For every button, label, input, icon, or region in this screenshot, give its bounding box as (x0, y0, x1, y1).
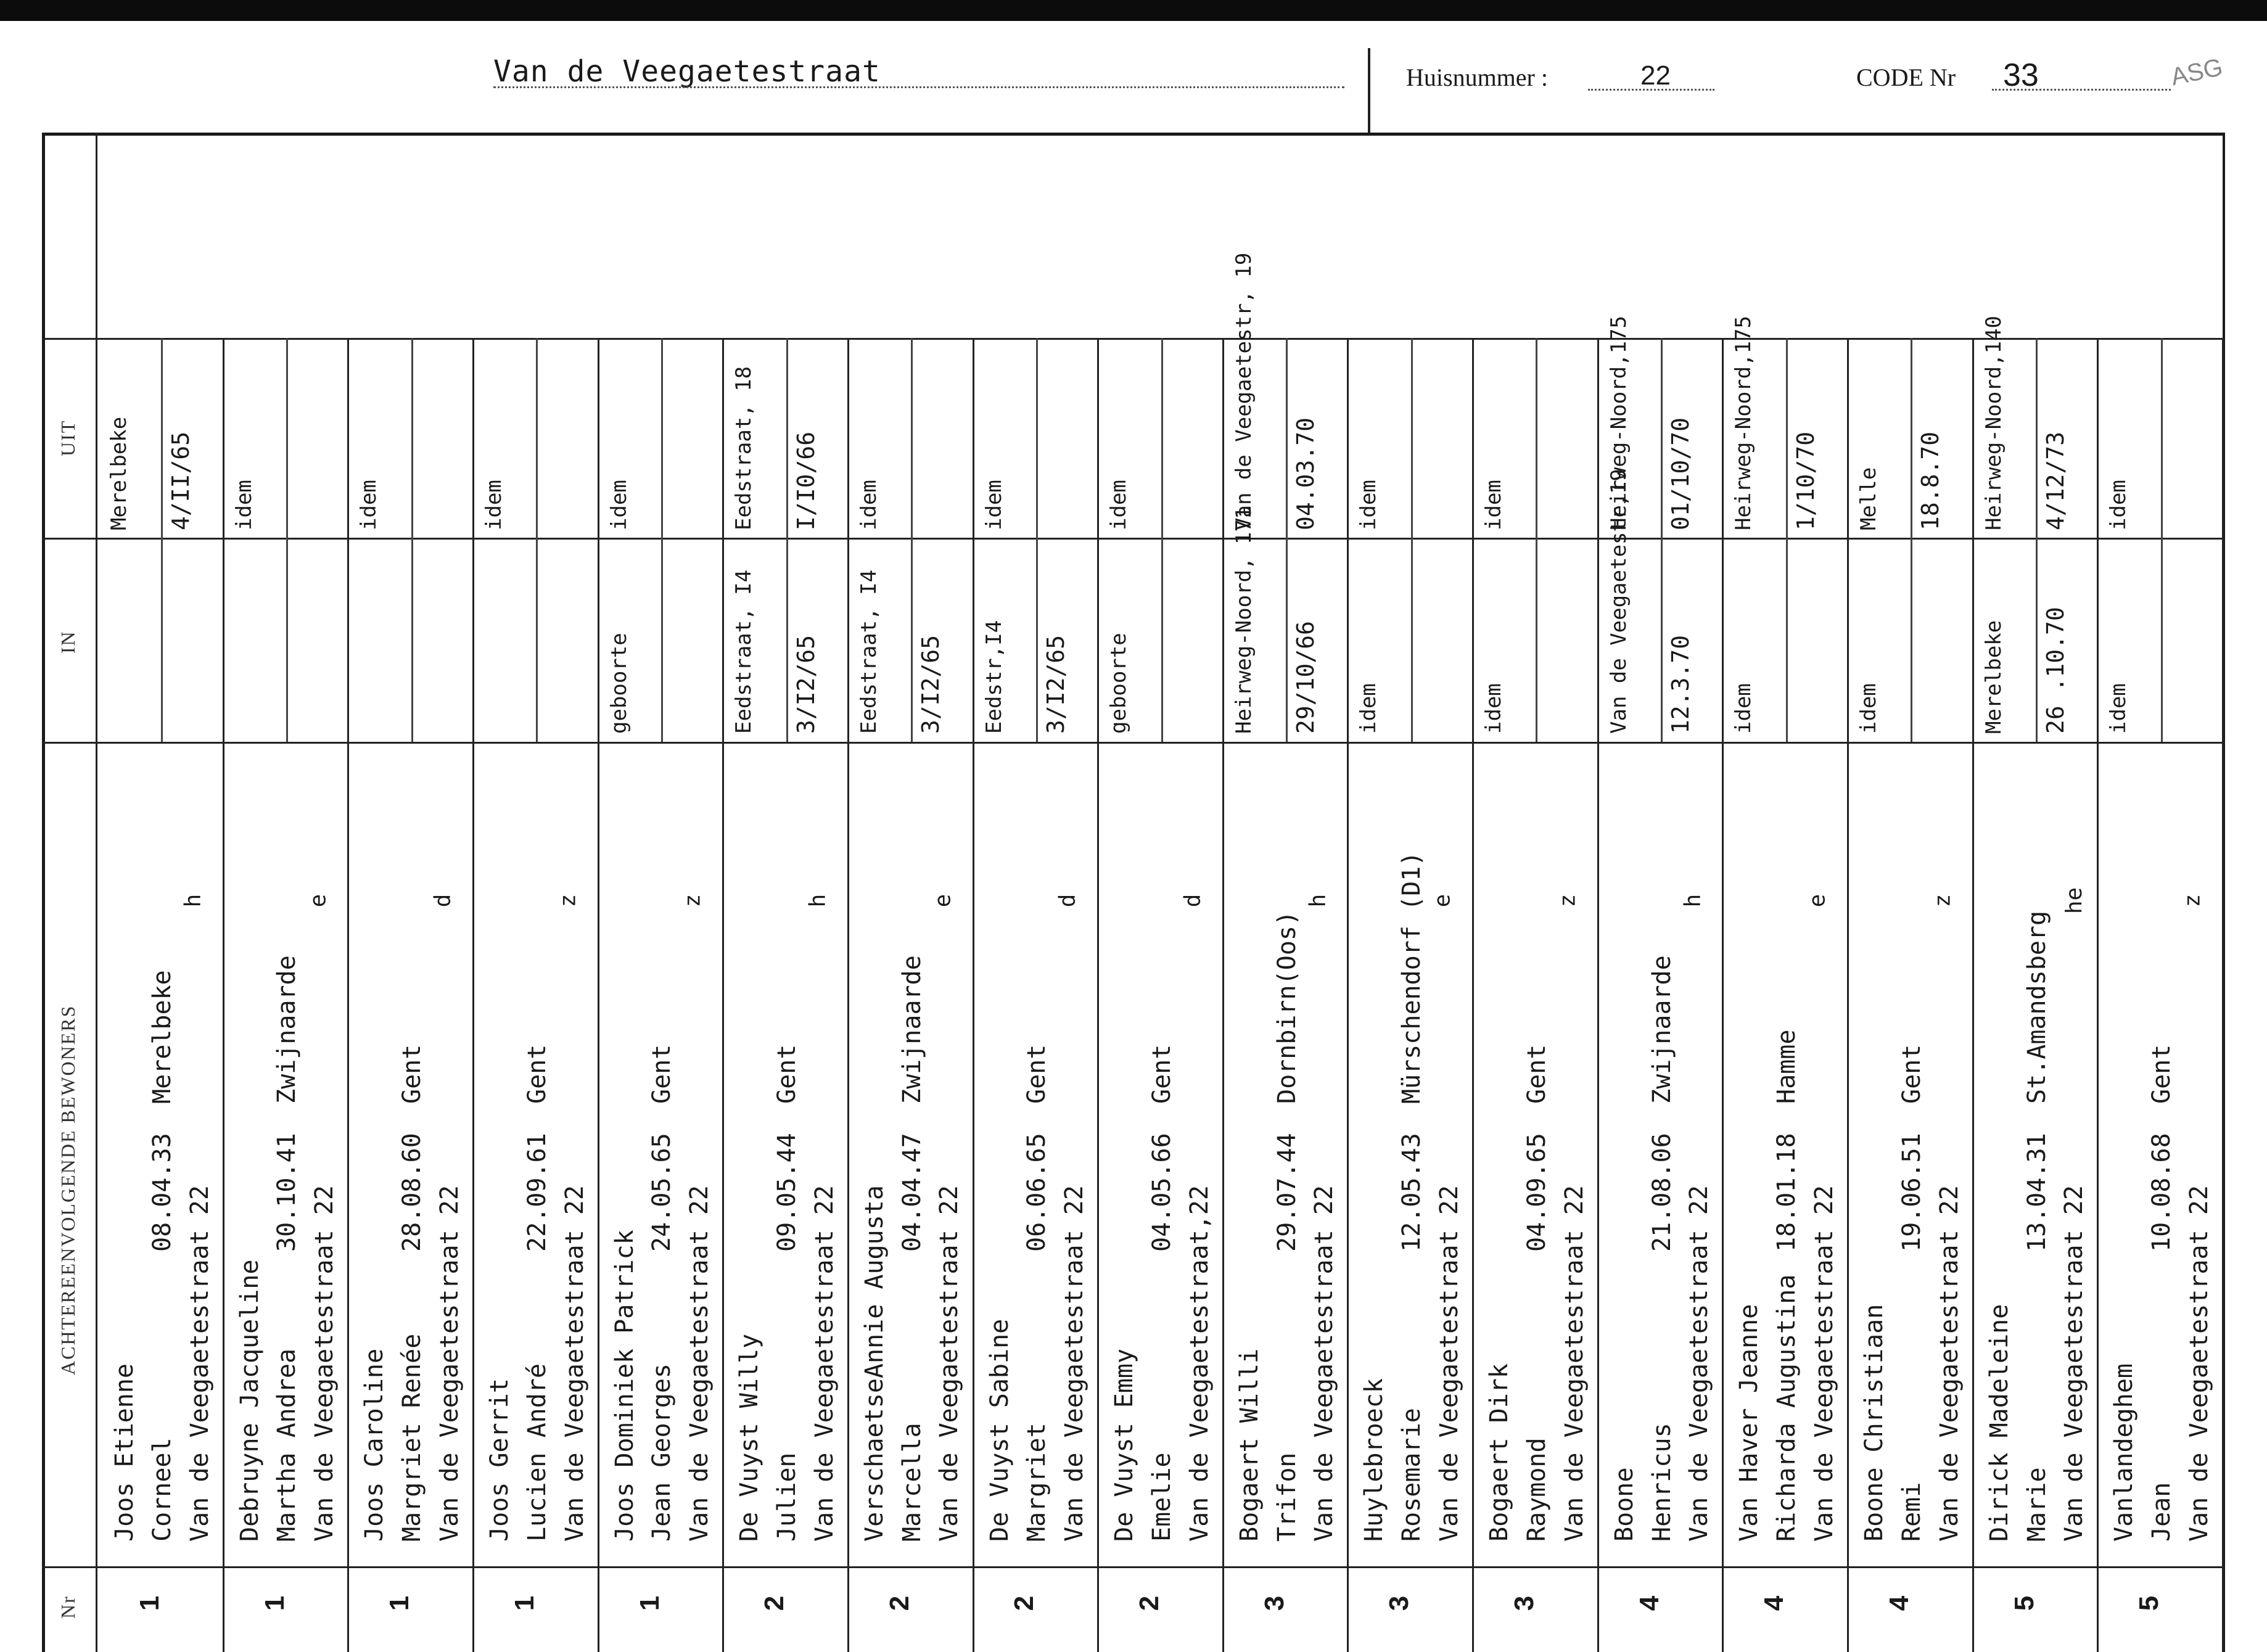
uit-destination: idem (481, 480, 506, 530)
resident-surname: Van Haver Jeanne (1735, 1304, 1764, 1542)
birth-place: Gent (773, 1044, 802, 1104)
birth-place: Gent (522, 1044, 551, 1104)
bewoners-column-label: ACHTEREENVOLGENDE BEWONERS (57, 1005, 79, 1375)
birth-place: Zwijnaarde (897, 955, 926, 1104)
birth-place: Dornbirn(Oos) (1272, 910, 1301, 1104)
resident-surname: Bogaert Willi (1235, 1348, 1264, 1542)
resident-street: Van de Veegaetestraat 22 (1810, 1185, 1838, 1542)
birth-date: 04.05.66 (1147, 1133, 1176, 1252)
uit-destination: idem (981, 480, 1006, 530)
birth-place: Gent (1147, 1044, 1176, 1104)
uit-cell-divider (411, 338, 413, 538)
in-cell-divider (1036, 538, 1038, 742)
uit-cell-divider (661, 338, 663, 538)
birth-date: 30.10.41 (273, 1133, 302, 1252)
birth-date: 28.08.60 (398, 1133, 427, 1252)
resident-surname: Dirick Madeleine (1985, 1304, 2014, 1542)
in-date: 26 .10.70 (2042, 607, 2070, 734)
uit-date: 04.03.70 (1292, 417, 1320, 530)
resident-firstname: Julien (773, 1452, 802, 1542)
resident-street: Van de Veegaetestraat 22 (935, 1185, 964, 1542)
uit-destination: idem (1481, 480, 1507, 530)
resident-firstname: Margriet Renée (398, 1333, 427, 1542)
resident-firstname: Trifon (1272, 1452, 1301, 1542)
in-cell-divider (286, 538, 288, 742)
row-number: 1 (134, 1595, 165, 1611)
sex-code: e (930, 894, 956, 908)
sex-code: z (555, 894, 581, 908)
resident-street: Van de Veegaetestraat 22 (560, 1185, 589, 1542)
birth-date: 13.04.31 (2022, 1133, 2051, 1252)
uit-cell-divider (1536, 338, 1537, 538)
in-date: 3/I2/65 (792, 635, 820, 734)
in-origin: Merelbeke (1981, 620, 2006, 734)
birth-date: 09.05.44 (773, 1133, 802, 1252)
sex-code: e (305, 894, 331, 908)
uit-cell-divider (2161, 338, 2163, 538)
row-divider (1972, 338, 1974, 1652)
resident-surname: De Vuyst Sabine (985, 1318, 1014, 1542)
in-origin: idem (1356, 683, 1381, 734)
resident-street: Van de Veegaetestraat 22 (810, 1185, 839, 1542)
uit-cell-divider (536, 338, 538, 538)
row-divider (1222, 338, 1224, 1652)
uit-destination: Heirweg-Noord,140 (1981, 316, 2006, 530)
resident-surname: Joos Gerrit (485, 1378, 514, 1542)
sex-code: h (805, 894, 831, 908)
resident-surname: Joos Dominiek Patrick (610, 1230, 639, 1542)
sex-code: d (1055, 894, 1080, 908)
birth-place: St.Amandsberg (2022, 910, 2051, 1104)
row-divider (1722, 338, 1724, 1652)
row-number: 2 (884, 1595, 915, 1611)
resident-street: Van de Veegaetestraat 22 (685, 1185, 714, 1542)
birth-place: Merelbeke (147, 970, 176, 1104)
resident-surname: Bogaert Dirk (1485, 1363, 1514, 1542)
sex-code: z (680, 894, 706, 908)
in-origin: Eedstr,I4 (981, 620, 1006, 734)
sex-code: h (1305, 894, 1331, 908)
uit-destination: Eedstraat, 18 (731, 366, 757, 530)
uit-date: 1/10/70 (1792, 431, 1819, 530)
nr-column-label: Nr (57, 1595, 79, 1619)
resident-street: Van de Veegaetestraat 22 (1435, 1185, 1464, 1542)
row-divider (1097, 338, 1099, 1652)
birth-date: 04.09.65 (1522, 1133, 1551, 1252)
row-divider (1847, 338, 1849, 1652)
uit-cell-divider (911, 338, 913, 538)
uit-cell-divider (2036, 338, 2038, 538)
resident-surname: De Vuyst Emmy (1110, 1348, 1139, 1542)
uit-destination: idem (1106, 480, 1132, 530)
code-label: CODE Nr (1856, 64, 1956, 91)
resident-firstname: Corneel (147, 1437, 176, 1542)
in-cell-divider (2036, 538, 2038, 742)
in-cell-divider (161, 538, 163, 742)
row-divider (722, 338, 724, 1652)
resident-street: Van de Veegaetestraat 22 (310, 1185, 339, 1542)
row-number: 4 (1884, 1595, 1915, 1611)
resident-firstname: Lucien André (522, 1363, 551, 1542)
row-number: 2 (759, 1595, 790, 1611)
uit-cell-divider (1786, 338, 1788, 538)
row-number: 3 (1259, 1595, 1290, 1611)
resident-surname: Boone (1610, 1467, 1639, 1542)
row-divider (598, 338, 599, 1652)
in-origin: Heirweg-Noord, 171 (1231, 506, 1256, 734)
birth-place: Zwijnaarde (1647, 955, 1676, 1104)
in-origin: idem (2106, 683, 2131, 734)
resident-street: Van de Veegaetestraat 22 (435, 1185, 464, 1542)
in-origin: geboorte (606, 633, 632, 734)
in-cell-divider (1286, 538, 1288, 742)
uit-date: 4/II/65 (167, 431, 195, 530)
birth-date: 22.09.61 (522, 1133, 551, 1252)
resident-firstname: Martha Andrea (273, 1348, 302, 1542)
birth-place: Mürschendorf (D1) (1397, 851, 1426, 1104)
resident-street: Van de Veegaetestraat 22 (2184, 1185, 2213, 1542)
row-number: 5 (2009, 1595, 2039, 1611)
resident-firstname: Emelie (1147, 1452, 1176, 1542)
resident-surname: VerschaetseAnnie Augusta (860, 1185, 889, 1542)
huisnummer-dotted-line (1588, 89, 1714, 91)
resident-street: Van de Veegaetestraat 22 (1935, 1185, 1964, 1542)
row-divider (223, 338, 224, 1652)
row-number: 2 (1009, 1595, 1040, 1611)
sex-code: h (1679, 894, 1705, 908)
resident-surname: Boone Christiaan (1860, 1304, 1889, 1542)
uit-destination: Heirweg-Noord,175 (1606, 316, 1631, 530)
in-origin: idem (1481, 683, 1507, 734)
resident-street: Van de Veegaetestraat 22 (1560, 1185, 1589, 1542)
birth-place: Gent (398, 1044, 427, 1104)
uit-destination: Merelbeke (107, 416, 131, 530)
uit-cell-divider (1911, 338, 1912, 538)
birth-date: 21.08.06 (1647, 1133, 1676, 1252)
in-origin: Van de Veegaetestr,19 (1606, 469, 1631, 734)
uit-date: I/I0/66 (792, 431, 820, 530)
uit-cell-divider (1036, 338, 1038, 538)
uit-cell-divider (1661, 338, 1663, 538)
birth-place: Gent (1897, 1044, 1926, 1104)
uit-destination: idem (231, 480, 257, 530)
row-number: 5 (2134, 1595, 2165, 1611)
bewoners-nr-line (42, 1566, 2225, 1568)
uit-destination: idem (856, 480, 881, 530)
in-origin: Eedstraat, I4 (856, 569, 881, 734)
in-date: 3/I2/65 (1042, 635, 1069, 734)
uit-cell-divider (1161, 338, 1163, 538)
resident-street: Van de Veegaetestraat 22 (1060, 1185, 1089, 1542)
sex-code: he (2061, 887, 2087, 914)
uit-destination: Van de Veegaetestr, 19 (1231, 252, 1256, 530)
uit-destination: Melle (1856, 467, 1882, 530)
in-cell-divider (2161, 538, 2163, 742)
row-divider (472, 338, 474, 1652)
resident-surname: Debruyne Jacqueline (235, 1259, 264, 1542)
row-number: 3 (1384, 1595, 1415, 1611)
uit-destination: idem (356, 480, 382, 530)
uit-date: 18.8.70 (1917, 431, 1944, 530)
row-number: 1 (384, 1595, 415, 1611)
sex-code: e (1430, 894, 1455, 908)
code-value: 33 (2003, 57, 2039, 93)
uit-destination: idem (606, 480, 632, 530)
row-divider (2097, 338, 2099, 1652)
in-date: 29/10/66 (1292, 620, 1320, 734)
uit-cell-divider (1411, 338, 1413, 538)
in-cell-divider (786, 538, 788, 742)
resident-firstname: Marie (2022, 1467, 2051, 1542)
in-date: 12.3.70 (1667, 635, 1695, 734)
resident-firstname: Henricus (1647, 1423, 1676, 1542)
street-name: Van de Veegaetestraat (493, 54, 881, 89)
uit-cell-divider (286, 338, 288, 538)
resident-street: Van de Veegaetestraat 22 (185, 1185, 214, 1542)
birth-date: 24.05.65 (648, 1133, 677, 1252)
resident-firstname: Richarda Augustina (1772, 1274, 1801, 1542)
row-divider (847, 338, 849, 1652)
resident-firstname: Jean (2147, 1482, 2176, 1542)
uit-cell-divider (1286, 338, 1288, 538)
in-cell-divider (536, 538, 538, 742)
sex-code: d (430, 894, 456, 908)
resident-surname: De Vuyst Willy (735, 1333, 764, 1542)
birth-place: Gent (648, 1044, 677, 1104)
in-origin: idem (1731, 683, 1756, 734)
uit-date: 4/12/73 (2042, 431, 2070, 530)
resident-firstname: Jean Georges (648, 1363, 677, 1542)
birth-date: 12.05.43 (1397, 1133, 1426, 1252)
resident-surname: Huylebroeck (1360, 1378, 1389, 1542)
corner-stamp: ASG (2168, 53, 2226, 91)
row-number: 4 (1759, 1595, 1790, 1611)
row-divider (1347, 338, 1349, 1652)
in-column-label: IN (57, 630, 79, 654)
in-origin: geboorte (1106, 633, 1132, 734)
row-divider (1597, 338, 1599, 1652)
resident-firstname: Marcella (897, 1423, 926, 1542)
resident-firstname: Raymond (1522, 1437, 1551, 1542)
uit-cell-divider (786, 338, 788, 538)
huisnummer-value: 22 (1640, 60, 1671, 91)
in-date: 3/I2/65 (917, 635, 945, 734)
in-cell-divider (661, 538, 663, 742)
resident-firstname: Remi (1897, 1482, 1926, 1542)
birth-place: Gent (2147, 1044, 2176, 1104)
sex-code: h (180, 894, 206, 908)
sex-code: z (1930, 894, 1956, 908)
uit-column-label: UIT (57, 419, 79, 456)
resident-street: Van de Veegaetestraat,22 (1185, 1185, 1214, 1542)
birth-date: 08.04.33 (147, 1133, 176, 1252)
row-divider (973, 338, 974, 1652)
sex-code: z (2179, 894, 2205, 908)
row-number: 3 (1509, 1595, 1540, 1611)
label-column-divider (96, 133, 97, 1652)
birth-date: 19.06.51 (1897, 1133, 1926, 1252)
scan-top-edge (0, 0, 2267, 21)
sex-code: d (1180, 894, 1206, 908)
row-divider (1472, 338, 1474, 1652)
in-cell-divider (1786, 538, 1788, 742)
in-cell-divider (1411, 538, 1413, 742)
in-cell-divider (1161, 538, 1163, 742)
in-cell-divider (911, 538, 913, 742)
birth-place: Hamme (1772, 1029, 1801, 1104)
sex-code: z (1555, 894, 1581, 908)
row-number: 1 (509, 1595, 540, 1611)
birth-date: 18.01.18 (1772, 1133, 1801, 1252)
resident-surname: Joos Caroline (360, 1348, 389, 1542)
birth-date: 10.08.68 (2147, 1133, 2176, 1252)
birth-place: Zwijnaarde (273, 955, 302, 1104)
code-dotted-line (1992, 89, 2171, 91)
uit-top-line (42, 338, 2225, 340)
in-cell-divider (1911, 538, 1912, 742)
birth-place: Gent (1522, 1044, 1551, 1104)
birth-date: 29.07.44 (1272, 1133, 1301, 1252)
resident-surname: Vanlandeghem (2110, 1363, 2139, 1542)
resident-street: Van de Veegaetestraat 22 (2060, 1185, 2089, 1542)
row-divider (2222, 338, 2224, 1652)
in-bewoners-line (42, 742, 2225, 744)
uit-destination: Heirweg-Noord,175 (1731, 316, 1756, 530)
in-cell-divider (1536, 538, 1537, 742)
uit-destination: idem (1356, 480, 1381, 530)
birth-place: Gent (1022, 1044, 1051, 1104)
birth-date: 06.06.65 (1022, 1133, 1051, 1252)
uit-in-line (42, 538, 2225, 540)
uit-destination: idem (2106, 480, 2131, 530)
resident-street: Van de Veegaetestraat 22 (1310, 1185, 1339, 1542)
header-separator (1368, 48, 1370, 134)
row-number: 1 (634, 1595, 665, 1611)
uit-cell-divider (161, 338, 163, 538)
resident-street: Van de Veegaetestraat 22 (1685, 1185, 1714, 1542)
huisnummer-label: Huisnummer : (1406, 64, 1548, 91)
uit-date: 01/10/70 (1667, 417, 1695, 530)
row-number: 2 (1134, 1595, 1165, 1611)
resident-surname: Joos Etienne (110, 1363, 139, 1542)
row-divider (347, 338, 349, 1652)
row-number: 1 (259, 1595, 290, 1611)
row-number: 4 (1634, 1595, 1664, 1611)
resident-firstname: Margriet (1022, 1423, 1051, 1542)
in-origin: idem (1856, 683, 1882, 734)
sex-code: e (1804, 894, 1830, 908)
in-origin: Eedstraat, I4 (731, 569, 757, 734)
resident-firstname: Rosemarie (1397, 1408, 1426, 1542)
in-cell-divider (1661, 538, 1663, 742)
street-dotted-line (493, 86, 1344, 88)
birth-date: 04.04.47 (897, 1133, 926, 1252)
in-cell-divider (411, 538, 413, 742)
